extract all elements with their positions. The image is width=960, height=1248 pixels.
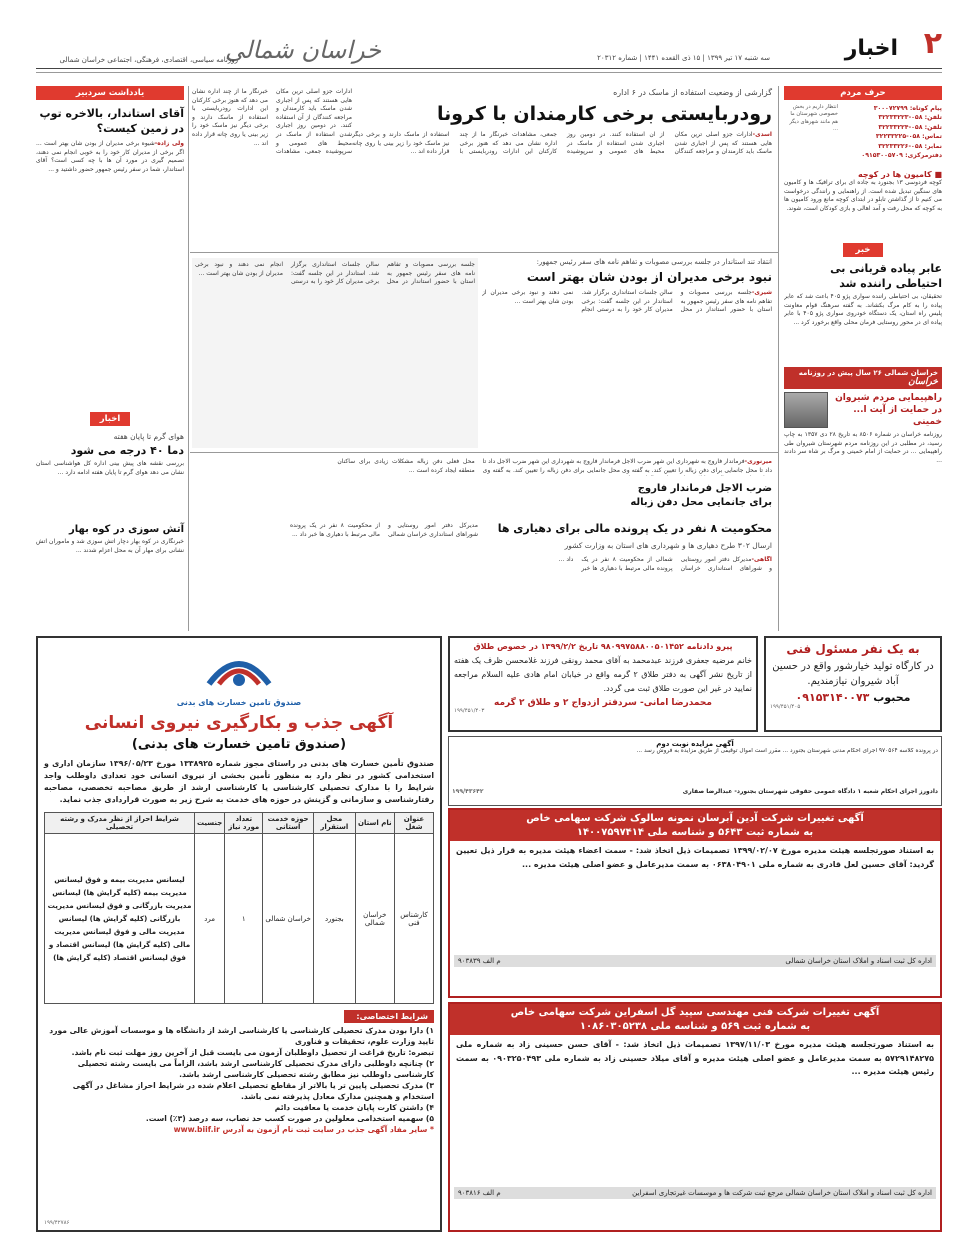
fund-td: لیسانس مدیریت بیمه و فوق لیسانس مدیریت بیمه (کلیه گرایش ها) لیسانس مدیریت بازرگانی و فوق لیسانس مدیریت بازرگانی (کلیه گرایش ها) لیسانس مدیریت مالی و فوق لیسانس مدیریت مالی (کلیه گرایش ها) لیسانس اقتصاد و فوق لیسانس اقتصاد (کلیه گرایش ها) <box>45 834 195 1004</box>
ad-tech-body: در کارگاه تولید خیارشور واقع در حسین آباد شیروان نیازمندیم. <box>772 661 934 687</box>
sentence-byline: آگاهی- <box>751 556 772 563</box>
sidebar-right <box>784 86 942 636</box>
fund-table-header <box>45 813 434 834</box>
fire-text: خبرنگاری در کوه بهار دچار آتش سوزی شد و ماموران آتش نشانی برای مهار آن به محل اعزام شدند ... <box>36 538 184 554</box>
ad-vote-code: ۱۹۹/۴۳۶۴۲ <box>452 788 484 795</box>
faruj-body: فرماندار فاروج به شهرداری این شهر ضرب الاجل داد تا محل جانمایی برای دفن زباله را تعیین کند. به گفته وی <box>622 458 772 474</box>
fund-conditions-title: شرایط اختصاصی: <box>344 1010 434 1023</box>
ad-adin-title: آگهی تغییرات شرکت آدین آبرسان نمونه سالوک شرکت سهامی خاص <box>526 813 864 824</box>
square-icon: ■ <box>931 170 942 179</box>
fund-td: بجنورد <box>313 834 355 1004</box>
ad-tech <box>764 636 942 732</box>
editorial-body: شیوه برخی مدیران از بودن شان بهتر است ... اگر برخی از مدیران کار خود را به خوبی انجام نمی دهند، تصمیم گیری در مورد آن ها با چه کسی است؟ آقای استاندار، شما در سفر رئیس جمهور حضور داشتید و ... <box>36 140 184 173</box>
editorial-text <box>36 140 184 408</box>
ad-sepid-code: م الف ۹۰۳۸۱۶ <box>458 1189 501 1197</box>
left-column <box>36 86 184 636</box>
ad-divorce-signature: محمدرضا امانی- سردفتر ازدواج ۲ و طلاق ۲ گرمه <box>494 698 712 708</box>
fund-conditions <box>44 1025 434 1135</box>
ad-tech-contact <box>770 691 936 704</box>
people-note: انتظار داریم در بخش خصوصی شهرستان ما هم مانند شهرهای دیگر ... <box>789 104 838 133</box>
contact-line: تلفن: ۰۵۸-۳۲۲۳۳۲۲۴ <box>878 123 942 131</box>
fund-th: عنوان شغل <box>394 813 433 834</box>
lead-body: ادارات جزو اصلی ترین مکان هایی هستند که پس از اجباری شدن ماسک باید کارمندان و مراجعه کنندگان از آن استفاده کنند. در دومین روز اجباری شدن استفاده از ماسک در محیط های عمومی و سرپوشیده جمعی، مشاهدات خبرنگار ما از چند اداره نشان می دهد که هنوز برخی کارکنان این ادارات رودربایستی با استفاده از ماسک دارند و برخی دیگر نیز ماسک خود را زیر بینی یا روی چانه قرار داده اند ... <box>352 131 772 156</box>
ad-tech-phone: ۰۹۱۵۳۱۴۰۰۷۳ <box>795 691 870 704</box>
fund-table <box>44 812 434 1004</box>
fund-td: کارشناس فنی <box>394 834 433 1004</box>
kitchen-title-text: کامیون ها در کوچه <box>858 170 932 179</box>
ad-adin <box>448 808 942 998</box>
ad-sepid-footer <box>454 1187 936 1199</box>
ad-sepid-body: به استناد صورتجلسه هیئت مدیره مورخ ۱۳۹۷/۱۱/۰۳ تصمیمات ذیل اتخاذ شد: - آقای حسن حسینی زاد به شماره ملی ۵۷۲۹۱۴۸۲۷۵ به سمت مدیرعامل و عضو اصلی هیئت مدیره و آقای میلاد حسینی زاد به شماره ملی ۰۹۰۳۲۵۰۴۹۳ به سمت رئیس هیئت مدیره ... <box>456 1040 935 1077</box>
archive-text: روزنامه خراسان در شماره ۸۵۰۶ به تاریخ ۲۸ دی ۱۳۵۷ به چاپ رسید، در مطلبی در این روزنامه مردم شهرستان شیروان طی راهپیمایی ... در حمایت از امام خمینی و مرگ بر شاه سر دادند ... <box>784 431 942 464</box>
fund-condition: ۲) چنانچه داوطلبی دارای مدرک تحصیلی کارشناسی ارشد باشد، الزاماً می بایست رشته تحصیلی کارشناسی داوطلب نیز مطابق رشته تحصیلی کارشناسی ارشد باشد. <box>77 1059 434 1079</box>
lead-body-cont: ادارات جزو اصلی ترین مکان هایی هستند که پس از اجباری شدن ماسک باید کارمندان و مراجعه کنندگان از آن استفاده کنند. در دومین روز اجباری شدن استفاده از ماسک در محیط های عمومی و سرپوشیده جمعی، مشاهدات خبرنگار ما از چند اداره نشان می دهد که هنوز برخی کارکنان این ادارات رودربایستی با استفاده از ماسک دارند و برخی دیگر نیز ماسک خود را زیر بینی یا روی چانه قرار داده اند ... <box>192 88 352 156</box>
ad-vote-title: آگهی مزایده نوبت دوم <box>656 740 734 748</box>
fund-th: حوزه خدمت استانی <box>263 813 314 834</box>
editorial-byline: ولی زاده- <box>154 140 184 147</box>
contact-line: دفترمرکزی: ۰۹۱۵۳۰۰۵۷۰۹ <box>861 152 942 160</box>
ad-adin-footer <box>454 955 936 967</box>
archive-portrait <box>784 392 828 428</box>
ad-tech-title: به یک نفر مسئول فنی <box>786 642 920 656</box>
sentence-subtitle: ارسال ۳۰۲ طرح دهیاری ها و شهرداری های استان به وزارت کشور <box>564 541 772 550</box>
ad-tech-name: محبوب <box>873 691 911 704</box>
ostandar-article <box>482 258 772 448</box>
news-bar: خبر <box>843 243 883 257</box>
lead-continuation <box>192 88 352 248</box>
fund-website[interactable]: * سایر مفاد آگهی جذب در سایت ثبت نام آزمون به آدرس www.biif.ir <box>173 1125 434 1134</box>
ostandar-body-cont: جلسه بررسی مصوبات و تفاهم نامه های سفر رئیس جمهور به استان با حضور استاندار در محل سالن جلسات استانداری برگزار شد. استاندار در این جلسه گفت: برخی مدیران کار خود را به درستی انجام نمی دهند و نبود برخی مدیران از بودن شان بهتر است ... <box>195 261 475 286</box>
faruj-title: ضرب الاجل فرماندار فاروج برای جانمایی محل دفن زباله <box>630 483 772 508</box>
weather-text: بررسی نقشه های پیش بینی اداره کل هواشناسی استان نشان می دهد هوای گرم تا پایان هفته ادامه دارد ... <box>36 460 184 476</box>
lead-article <box>352 88 772 248</box>
fund-th: محل استقرار <box>313 813 355 834</box>
fund-logo <box>199 644 279 698</box>
sentence-continuation <box>192 522 478 632</box>
ad-vote-signer: دادورز اجرای احکام شعبه ۱ دادگاه عمومی حقوقی شهرستان بجنورد- عبدالرضا صفاری <box>682 788 938 795</box>
kitchen-text: کوچه فردوسی ۱۳ بجنورد به جاده ای برای ترافیک ها و کامیون های سنگین تبدیل شده است. از راهنمایی و رانندگی درخواست می کنیم تا از گذاشتن تابلو در ابتدای کوچه مانع ورود کامیون ها به کوچه که محل رفت و آمد اهالی و بازی کودکان است، شوند. <box>784 179 942 212</box>
ad-divorce-title: پیرو دادنامه ۹۸۰۹۹۷۵۸۸۰۰۵۰۱۴۵۲ تاریخ ۱۳۹۹/۲/۲ در خصوص طلاق <box>473 642 733 651</box>
fund-td: خراسان شمالی <box>263 834 314 1004</box>
faruj-byline: میرنوری- <box>744 458 772 465</box>
ad-sepid-office: اداره کل ثبت اسناد و املاک استان خراسان شمالی مرجع ثبت شرکت ها و موسسات غیرتجاری اسفراین <box>632 1189 932 1197</box>
contact-line: پیام کوتاه: ۳۰۰۰۷۲۷۹۹ <box>873 105 942 112</box>
ad-sepid-header <box>450 1004 940 1035</box>
editorial-title: آقای استاندار، بالاخره توپ در زمین کیست؟ <box>39 107 184 135</box>
ostandar-byline: شیری- <box>751 289 772 296</box>
ad-sepid-title: آگهی تغییرات شرکت فنی مهندسی سپید گل اسفراین شرکت سهامی خاص <box>510 1007 880 1018</box>
faruj-body-cont: فرماندار فاروج به شهرداری این شهر ضرب الاجل داد تا محل جانمایی برای دفن زباله را تعیین کند. به گفته وی محل فعلی دفن زباله مشکلات زیادی برای ساکنان منطقه ایجاد کرده است ... <box>337 458 620 474</box>
contact-line: تماس: ۰۵۸-۳۲۲۳۳۲۲۵ <box>875 133 942 141</box>
lead-title: رودربایستی برخی کارمندان با کرونا <box>436 103 772 125</box>
ad-divorce-code: ۱۹۹/۴۵۱/۴۰۳ <box>454 708 485 714</box>
ad-adin-office: اداره کل ثبت اسناد و املاک استان خراسان شمالی <box>785 957 932 965</box>
fund-td: ۱ <box>225 834 263 1004</box>
masthead <box>0 0 960 86</box>
ad-sepid-subtitle: به شماره ثبت ۵۶۹ و شناسه ملی ۱۰۸۶۰۳۰۵۲۳۸ <box>579 1021 811 1032</box>
archive-headline: راهپیمایی مردم شیروان در حمایت از آیت ا... خمینی <box>835 393 942 427</box>
fund-intro: صندوق تأمین خسارت های بدنی در راستای مجوز شماره ۱۳۳۸۹۲۵ مورخ ۱۳۹۶/۰۵/۲۳ سازمان اداری و استخدامی کشور در نظر دارد به منظور تأمین بخشی از نیروی انسانی خود تعدادی داوطلب واجد شرایط را با مدارک تحصیلی کارشناسی یا کارشناسی ارشد از طریق مصاحبه تخصصی، مصاحبه رفتارشناسی و سازمانی و گزینش در حوزه های خدمت به شرح زیر به صورت قراردادی جذب نماید. <box>44 759 434 804</box>
ostandar-kicker: انتقاد تند استاندار در جلسه بررسی مصوبات و تفاهم نامه های سفر رئیس جمهور: <box>536 258 772 266</box>
fire-title: آتش سوزی در کوه بهار <box>68 524 184 535</box>
ad-divorce-body: خانم مرضیه جعفری فرزند عبدمحمد به آقای محمد رونقی فرزند غلامحسن ظرف یک هفته از تاریخ نشر آگهی به دفتر طلاق ۲ گرمه واقع در خیابان امام هادی علیه السلام مراجعه نمایید در غیر این صورت طلاق ثبت می گردد. <box>454 656 752 693</box>
weather-kicker: هوای گرم تا پایان هفته <box>113 432 184 441</box>
fund-th: تعداد مورد نیاز <box>225 813 263 834</box>
fund-td: خراسان شمالی <box>355 834 394 1004</box>
ostandar-title: نبود برخی مدیران از بودن شان بهتر است <box>526 270 772 284</box>
ad-vote <box>448 736 942 806</box>
fund-title: آگهی جذب و بکارگیری نیروی انسانی <box>84 713 394 733</box>
faruj-article <box>622 458 772 518</box>
fund-condition: ۵) سهمیه استخدامی معلولین در صورت کسب حد نصاب، سه درصد (۳٪) است. <box>145 1114 434 1123</box>
fund-condition: ۱) دارا بودن مدرک تحصیلی کارشناسی یا کارشناسی ارشد از دانشگاه ها و موسسات آموزش عالی مورد تایید وزارت علوم، تحقیقات و فناوری <box>49 1026 434 1046</box>
sentence-body: مدیرکل دفتر امور روستایی و شوراهای استانداری خراسان شمالی از محکومیت ۸ نفر در یک پرونده مالی مرتبط با دهیاری ها خبر داد ... <box>558 556 772 572</box>
ostandar-text <box>482 289 772 439</box>
pedestrian-text: تحقیقان، بی احتیاطی راننده سواری پژو ۴۰۵ باعث شد که عابر پیاده را به کام مرگ بکشاند. به گفته سرهنگ قوام معاونت پلیس راه استان، یک دستگاه خودروی سواری پژو ۴۰۵ با عابر پیاده ای در محور روستایی فرمان محلی واقع برخورد کرد ... <box>784 293 942 326</box>
fund-td: مرد <box>195 834 225 1004</box>
ostandar-body: جلسه بررسی مصوبات و تفاهم نامه های سفر رئیس جمهور به استان با حضور استاندار در محل سالن جلسات استانداری برگزار شد. استاندار در این جلسه گفت: برخی مدیران کار خود را به درستی انجام نمی دهند و نبود برخی مدیران از بودن شان بهتر است ... <box>482 289 772 314</box>
editor-bar: یادداشت سردبیر <box>36 86 184 100</box>
ad-fund <box>36 636 442 1232</box>
faruj-text <box>622 458 772 476</box>
sentence-title: محکومیت ۸ نفر در یک پرونده مالی برای دهیاری ها <box>497 522 772 535</box>
ad-divorce <box>448 636 758 732</box>
fund-code: ۱۹۹/۴۲۷۸۶ <box>44 1220 70 1226</box>
weather-title: دما ۴۰ درجه می شود <box>70 444 184 457</box>
fund-th: جنسیت <box>195 813 225 834</box>
sentence-body-cont: مدیرکل دفتر امور روستایی و شوراهای استانداری خراسان شمالی از محکومیت ۸ نفر در یک پرونده مالی مرتبط با دهیاری ها خبر داد ... <box>290 522 478 538</box>
ad-tech-code: ۱۹۹/۴۵۱/۴۰۵ <box>770 704 801 710</box>
kitchen-title <box>784 170 942 179</box>
ad-adin-code: م الف ۹۰۳۸۳۹ <box>458 957 501 965</box>
ad-adin-subtitle: به شماره ثبت ۵۶۴۳ و شناسه ملی ۱۴۰۰۷۵۹۷۴۱۴ <box>576 827 814 838</box>
fund-condition: تبصره: تاریخ فراغت از تحصیل داوطلبان آزمون می بایست قبل از آخرین روز مهلت ثبت نام باشد. <box>71 1048 434 1057</box>
fund-table-row <box>45 834 434 1004</box>
faruj-continuation <box>192 458 620 518</box>
ad-adin-body: به استناد صورتجلسه هیئت مدیره مورخ ۱۳۹۹/۰۲/۰۷ تصمیمات ذیل اتخاذ شد: - سمت اعضاء هیئت مدیره به قرار ذیل تعیین گردید: آقای حسین لعل قادری به شماره ملی ۰۶۳۸۰۴۹۰۱ به سمت مدیرعامل و عضو اصلی هیئت مدیره ... <box>456 846 935 869</box>
fund-subtitle: (صندوق تامین خسارت های بدنی) <box>131 737 347 752</box>
lead-text <box>352 131 772 259</box>
archive-bar <box>784 367 942 389</box>
ad-vote-text: در پرونده کلاسه ۹۷۰۵۶۴ اجرای احکام مدنی شهرستان بجنورد ... مقرر است اموال توقیفی از طریق مزایده به فروش رسد ... <box>636 748 938 754</box>
page-number: ۲ <box>923 26 942 61</box>
fund-th: شرایط احراز از نظر مدرک و رشته تحصیلی <box>45 813 195 834</box>
people-bar: حرف مردم <box>784 86 942 100</box>
lead-kicker: گزارشی از وضعیت استفاده از ماسک در ۶ اداره <box>613 88 772 97</box>
contact-line: نمابر: ۰۵۸-۳۲۲۳۳۲۲۶ <box>878 142 942 150</box>
ad-sepid <box>448 1002 942 1232</box>
ad-adin-header <box>450 810 940 841</box>
contact-line: تلفن: ۰۵۸-۳۲۲۳۳۲۲۳ <box>878 114 942 122</box>
archive-title: خراسان شمالی ۲۶ سال پیش در روزنامه <box>798 369 938 377</box>
fund-th: نام استان <box>355 813 394 834</box>
people-contacts <box>840 104 942 164</box>
sentence-text <box>482 556 772 616</box>
ostandar-continuation <box>192 258 478 448</box>
fund-org: صندوق تامین خسارت های بدنی <box>176 698 302 707</box>
section-title: اخبار <box>844 36 898 61</box>
fund-condition: ۳) مدرک تحصیلی پایین تر یا بالاتر از مقاطع تحصیلی اعلام شده در شرایط احراز مشاغل در آگهی استخدام و همچنین مدارک معادل پذیرفته نمی باشد. <box>72 1081 434 1101</box>
header-tagline: روزنامه سیاسی، اقتصادی، فرهنگی، اجتماعی خراسان شمالی <box>59 56 238 64</box>
fund-emblem-icon <box>199 644 279 698</box>
sentence-article <box>482 522 772 632</box>
left-news-bar: اخبار <box>90 412 130 426</box>
lead-byline: اسدی- <box>752 131 772 138</box>
archive-logo: خراسان <box>908 377 938 387</box>
ad-vote-footer <box>452 788 938 795</box>
paper-logo: خراسان شمالی <box>225 36 382 64</box>
header-date: سه شنبه ۱۷ تیر ۱۳۹۹ | ۱۵ ذی القعده ۱۴۴۱ | شماره ۲۰۳۱۲ <box>597 54 770 62</box>
pedestrian-title: عابر پیاده قربانی بی احتیاطی راننده شد <box>830 262 942 290</box>
fund-condition: ۴) داشتن کارت پایان خدمت یا معافیت دائم <box>274 1103 434 1112</box>
